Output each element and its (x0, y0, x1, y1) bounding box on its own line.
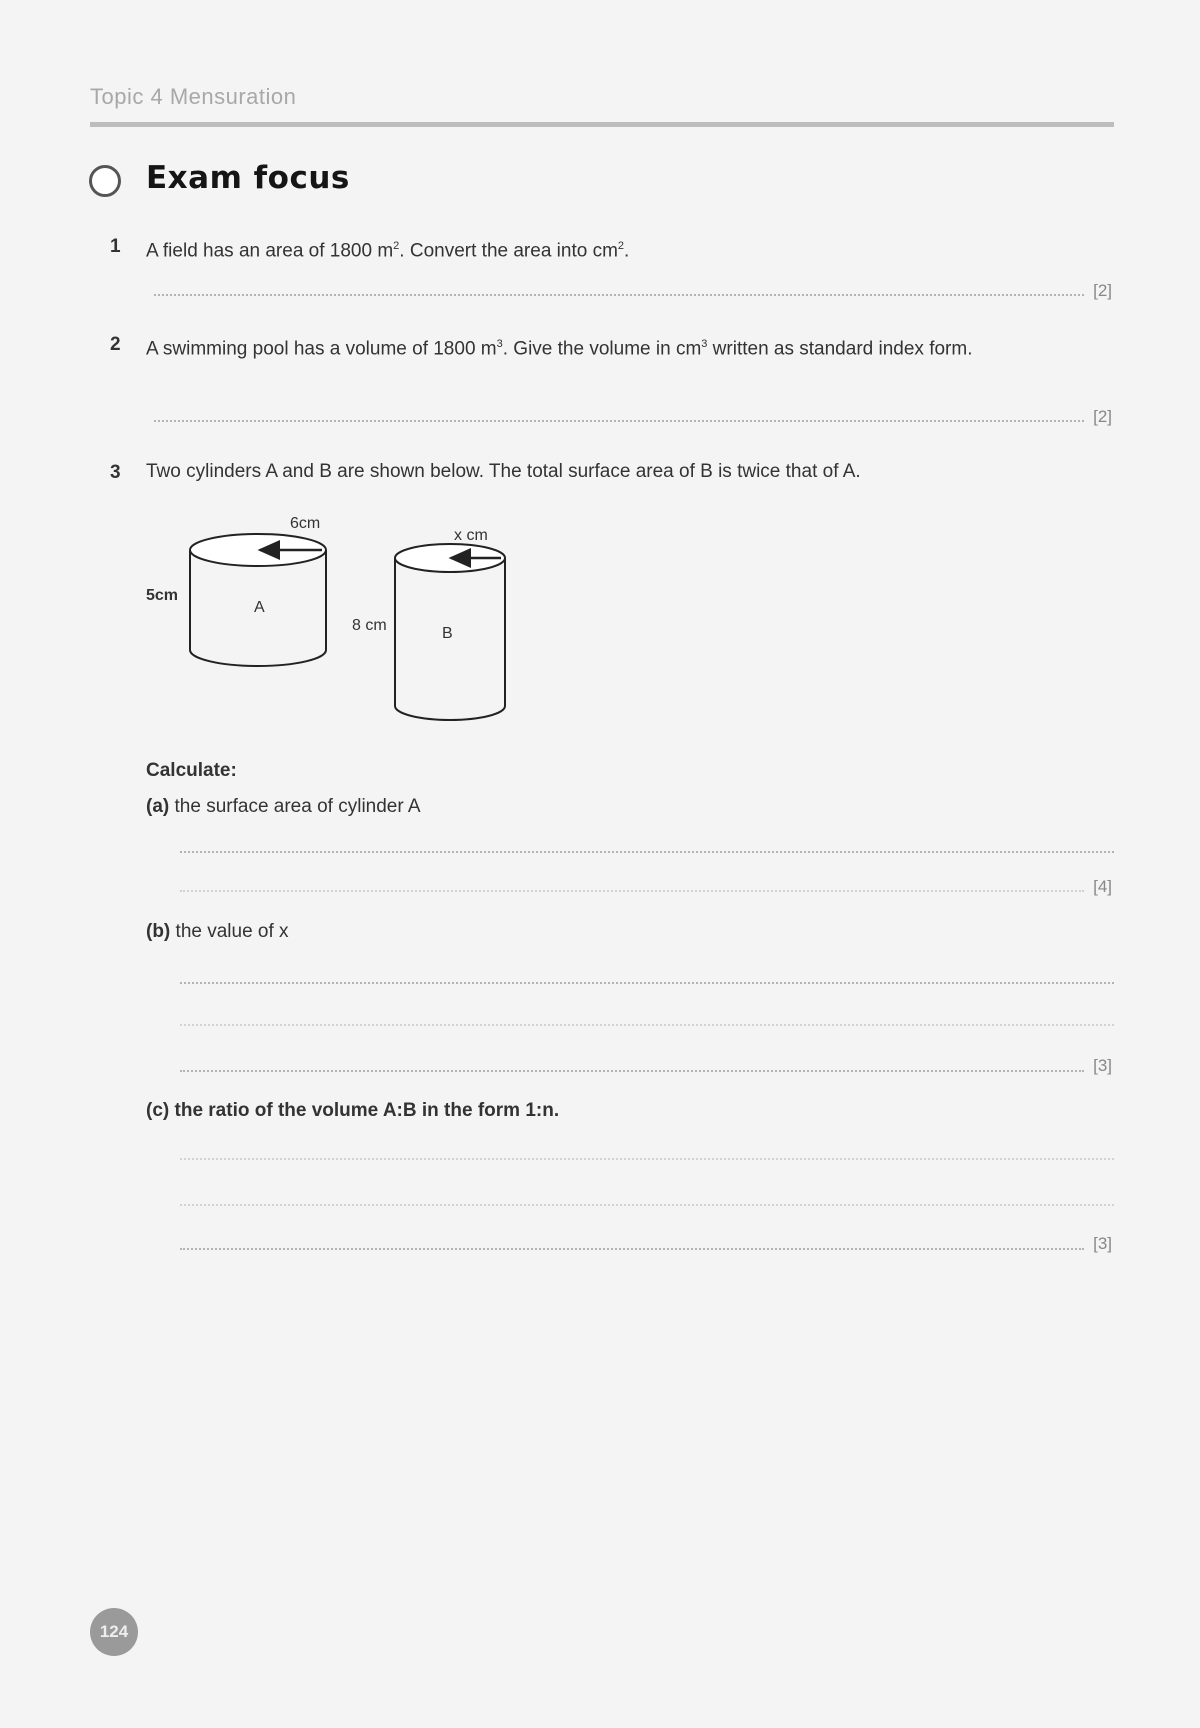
answer-line (180, 982, 1114, 984)
question-1-number: 1 (110, 236, 121, 257)
page-number-badge: 124 (90, 1608, 138, 1656)
part-c-text: (c) the ratio of the volume A:B in the form 1:n. (146, 1100, 560, 1121)
running-head: Topic 4 Mensuration (90, 84, 297, 109)
answer-line (180, 1158, 1114, 1160)
question-1-text: A field has an area of 1800 $m^2$. Convert the area into $cm^2$. (146, 240, 630, 262)
cylinder-a-label: A (254, 599, 265, 616)
section-title: Exam focus (146, 160, 350, 196)
answer-line (180, 1024, 1114, 1026)
part-a-marks: [4] (1093, 877, 1112, 896)
header-rule (90, 122, 1114, 127)
question-3-text: Two cylinders A and B are shown below. The total surface area of B is twice that of A. (146, 461, 861, 482)
cylinders-diagram (136, 500, 526, 740)
cylinder-a-height-label: 5cm (146, 587, 179, 604)
answer-line (180, 1248, 1084, 1250)
answer-line (180, 1204, 1114, 1206)
part-b-marks: [3] (1093, 1056, 1112, 1075)
answer-line (154, 420, 1084, 422)
question-2-marks: [2] (1093, 407, 1112, 426)
part-b-text: (b) the value of x (146, 921, 289, 942)
question-2-text: A swimming pool has a volume of 1800 $m^3$. Give the volume in $cm^3$ written as standard index form. (146, 338, 973, 360)
cylinder-b-label: B (442, 625, 453, 642)
circle-icon (89, 165, 121, 197)
part-c-marks: [3] (1093, 1234, 1112, 1253)
answer-line (180, 851, 1114, 853)
answer-line (180, 1070, 1084, 1072)
calculate-label: Calculate: (146, 760, 237, 781)
cylinder-b-radius-label: x cm (454, 527, 488, 544)
part-a-text: (a) the surface area of cylinder A (146, 796, 421, 817)
question-3-number: 3 (110, 462, 121, 483)
answer-line (180, 890, 1084, 892)
cylinder-b-height-label: 8 cm (352, 617, 387, 634)
question-1-marks: [2] (1093, 281, 1112, 300)
answer-line (154, 294, 1084, 296)
question-2-number: 2 (110, 334, 121, 355)
cylinder-a-radius-label: 6cm (290, 515, 321, 532)
